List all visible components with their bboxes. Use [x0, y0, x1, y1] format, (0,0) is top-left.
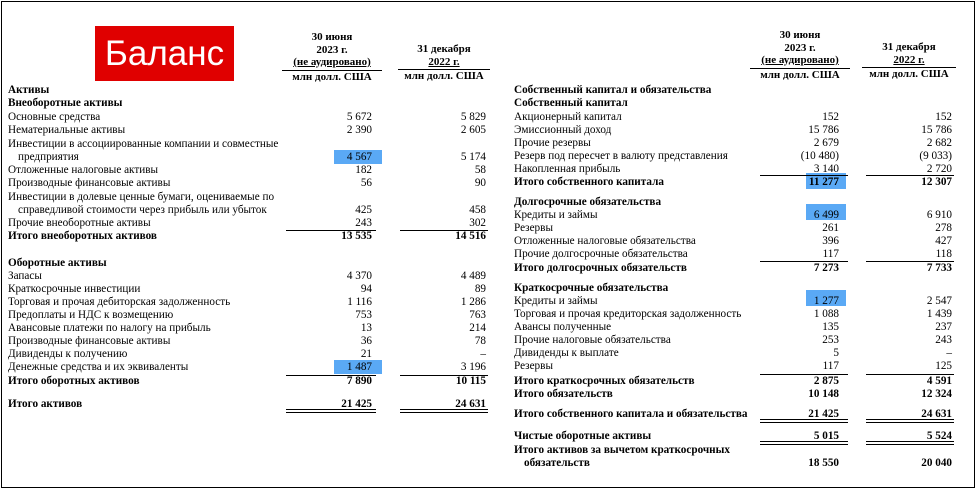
- right-row-value-2022: 125: [935, 360, 952, 372]
- left-row-value-2022: 2 605: [460, 124, 486, 136]
- right-row-label: Накопленная прибыль: [514, 163, 621, 175]
- right-row-value-2022: 6 910: [926, 209, 952, 221]
- right-row: [0, 388, 978, 401]
- left-row-label: Инвестиции в долевые ценные бумаги, оцениваемые по: [8, 191, 275, 203]
- left-row-value-2022: 5 829: [460, 111, 486, 123]
- right-row: [0, 196, 978, 209]
- right-row-label: Отложенные налоговые обязательства: [514, 235, 696, 247]
- right-col1-line3: (не аудировано): [761, 54, 839, 66]
- right-row-label: Собственный капитал и обязательства: [514, 84, 712, 96]
- right-row-label: Резерв под пересчет в валюту представления: [514, 150, 728, 162]
- right-row-value-2023: 15 786: [808, 124, 839, 136]
- right-col2-line1: 31 декабря: [882, 41, 936, 53]
- right-row-value-2023: 2 679: [813, 137, 839, 149]
- right-col1-line1: 30 июня: [779, 29, 821, 41]
- left-row-label: Прочие внеоборотные активы: [8, 217, 151, 229]
- left-row-label: Краткосрочные инвестиции: [8, 283, 141, 295]
- left-row-value-2022: 3 196: [460, 361, 486, 373]
- right-row-label: Кредиты и займы: [514, 209, 598, 221]
- right-row-value-2022: 24 631: [921, 408, 952, 420]
- right-row: [0, 295, 978, 308]
- left-row-value-2022: 89: [474, 283, 486, 295]
- left-row-value-2023: 13: [360, 322, 372, 334]
- left-row-value-2022: 214: [469, 322, 486, 334]
- right-row-value-2023: 396: [822, 235, 839, 247]
- left-row-value-2022: 4 489: [460, 270, 486, 282]
- right-row-value-2022: 4 591: [926, 375, 952, 387]
- right-row-value-2023: 10 148: [808, 388, 839, 400]
- right-row-value-2023: 117: [822, 360, 839, 372]
- left-row-label: справедливой стоимости через прибыль или убыток: [18, 204, 267, 216]
- right-row-value-2023: 5: [833, 347, 839, 359]
- right-row-value-2023: 261: [822, 222, 839, 234]
- left-row-label: Итого оборотных активов: [8, 375, 140, 387]
- left-row-value-2022: –: [480, 348, 486, 360]
- right-row-value-2022: 7 733: [926, 262, 952, 274]
- left-row-value-2022: 458: [469, 204, 486, 216]
- right-col2-line2: 2022 г.: [893, 53, 925, 66]
- right-row-value-2022: 427: [935, 235, 952, 247]
- right-row-label: Авансы полученные: [514, 321, 612, 333]
- left-row-value-2022: 302: [469, 217, 486, 229]
- right-row-value-2022: 15 786: [921, 124, 952, 136]
- right-row-label: Собственный капитал: [514, 97, 628, 109]
- left-row-label: Авансовые платежи по налогу на прибыль: [8, 322, 211, 334]
- right-row-label: Дивиденды к выплате: [514, 347, 619, 359]
- left-col1-header: [282, 31, 382, 83]
- right-row-value-2022: 2 547: [926, 295, 952, 307]
- right-row: [0, 111, 978, 124]
- left-row-value-2023: 753: [355, 309, 372, 321]
- right-row: [0, 444, 978, 457]
- right-row-label: Итого обязательств: [514, 388, 613, 400]
- right-row-label: Итого собственного капитала и обязательства: [514, 408, 748, 420]
- right-row-label: Чистые оборотные активы: [514, 430, 652, 442]
- left-row-label: предприятия: [18, 151, 79, 163]
- left-row-label: Производные финансовые активы: [8, 177, 171, 189]
- right-row: [0, 430, 978, 443]
- right-row: [0, 124, 978, 137]
- right-row-value-2022: 2 682: [926, 137, 952, 149]
- right-row-value-2022: –: [946, 347, 952, 359]
- left-row-value-2023: 21: [360, 348, 372, 360]
- right-row-label: Итого долгосрочных обязательств: [514, 262, 687, 274]
- left-col2-unit: млн долл. США: [398, 69, 490, 83]
- right-row-value-2023: 117: [822, 248, 839, 260]
- left-row-label: Инвестиции в ассоциированные компании и совместные: [8, 138, 279, 150]
- right-row: [0, 308, 978, 321]
- right-row: [0, 176, 978, 189]
- left-row-value-2023: 4 370: [346, 270, 372, 282]
- left-row-value-2022: 78: [474, 335, 486, 347]
- right-row: [0, 408, 978, 421]
- right-row-value-2022: 278: [935, 222, 952, 234]
- left-row-value-2022: 5 174: [460, 151, 486, 163]
- right-col1-unit: млн долл. США: [750, 68, 850, 82]
- left-row-label: Оборотные активы: [8, 257, 107, 269]
- left-row-value-2023: 5 672: [346, 111, 372, 123]
- right-row-label: Итого активов за вычетом краткосрочных: [514, 444, 730, 456]
- right-row-value-2022: 12 307: [921, 176, 952, 188]
- left-row-value-2022: 24 631: [455, 398, 486, 410]
- left-row-label: Активы: [8, 84, 50, 96]
- left-row-value-2023: 21 425: [341, 398, 372, 410]
- left-row-value-2023: 4 567: [346, 151, 372, 163]
- right-row: [0, 137, 978, 150]
- left-col2-line2: 2022 г.: [428, 55, 460, 68]
- right-row-value-2023: 135: [822, 321, 839, 333]
- left-col1-line3: (не аудировано): [293, 56, 371, 68]
- left-row-value-2023: 94: [360, 283, 372, 295]
- left-row-value-2022: 1 286: [460, 296, 486, 308]
- right-row-value-2023: 11 277: [808, 176, 839, 188]
- left-col2-line1: 31 декабря: [417, 43, 471, 55]
- right-row-value-2023: 7 273: [813, 262, 839, 274]
- right-row-label: Кредиты и займы: [514, 295, 598, 307]
- left-row-label: Запасы: [8, 270, 42, 282]
- right-row-label: Прочие налоговые обязательства: [514, 334, 671, 346]
- left-row-value-2022: 10 115: [455, 375, 486, 387]
- right-col1-line2: 2023 г.: [784, 41, 816, 54]
- right-row: [0, 163, 978, 176]
- right-row: [0, 150, 978, 163]
- right-row-value-2022: 118: [935, 248, 952, 260]
- right-row-label: Акционерный капитал: [514, 111, 622, 123]
- right-row-value-2023: 6 499: [813, 209, 839, 221]
- left-row-value-2023: 182: [355, 164, 372, 176]
- right-row: [0, 282, 978, 295]
- right-row: [0, 222, 978, 235]
- right-row-value-2022: 20 040: [921, 457, 952, 469]
- right-row-value-2022: (9 033): [919, 150, 952, 162]
- left-col1-unit: млн долл. США: [282, 70, 382, 84]
- right-col2-header: [862, 41, 956, 81]
- right-row: [0, 457, 978, 470]
- right-row-value-2023: 253: [822, 334, 839, 346]
- right-row: [0, 375, 978, 388]
- left-row-value-2023: 7 890: [346, 375, 372, 387]
- left-row-value-2023: 2 390: [346, 124, 372, 136]
- right-row-label: Итого краткосрочных обязательств: [514, 375, 695, 387]
- right-row: [0, 262, 978, 275]
- right-row-value-2023: 21 425: [808, 408, 839, 420]
- right-row-value-2023: 3 140: [813, 163, 839, 175]
- right-row: [0, 235, 978, 248]
- right-row-value-2022: 2 720: [926, 163, 952, 175]
- left-row-value-2022: 58: [474, 164, 486, 176]
- right-row-value-2022: 152: [935, 111, 952, 123]
- left-row-value-2022: 90: [474, 177, 486, 189]
- right-row-label: Прочие долгосрочные обязательства: [514, 248, 688, 260]
- left-row-value-2023: 1 487: [346, 361, 372, 373]
- left-row-value-2023: 1 116: [347, 296, 372, 308]
- left-row-label: Денежные средства и их эквиваленты: [8, 361, 189, 373]
- right-row-value-2023: 18 550: [808, 457, 839, 469]
- right-row-value-2023: 1 088: [813, 308, 839, 320]
- right-row: [0, 84, 978, 97]
- right-row-label: Резервы: [514, 360, 553, 372]
- right-row-label: обязательств: [524, 457, 590, 469]
- left-row-value-2022: 763: [469, 309, 486, 321]
- left-row-label: Предоплаты и НДС к возмещению: [8, 309, 174, 321]
- right-row-label: Торговая и прочая кредиторская задолженность: [514, 308, 742, 320]
- right-row-value-2022: 5 524: [926, 430, 952, 442]
- right-row-value-2022: 243: [935, 334, 952, 346]
- left-row-label: Производные финансовые активы: [8, 335, 171, 347]
- left-row-label: Основные средства: [8, 111, 101, 123]
- right-row-value-2023: 2 875: [813, 375, 839, 387]
- right-row-value-2022: 1 439: [926, 308, 952, 320]
- title-badge: Баланс: [95, 26, 234, 81]
- left-row-value-2023: 56: [360, 177, 372, 189]
- left-row-value-2023: 13 535: [341, 230, 372, 242]
- right-row-value-2022: 237: [935, 321, 952, 333]
- left-row-label: Внеоборотные активы: [8, 97, 123, 109]
- left-col1-line2: 2023 г.: [316, 43, 348, 56]
- right-row-value-2023: 1 277: [813, 295, 839, 307]
- left-row-value-2023: 425: [355, 204, 372, 216]
- right-row-value-2023: 152: [822, 111, 839, 123]
- right-row: [0, 334, 978, 347]
- left-row-value-2023: 243: [355, 217, 372, 229]
- right-col1-header: [750, 29, 850, 81]
- left-row-value-2022: 14 516: [455, 230, 486, 242]
- right-row-value-2022: 12 324: [921, 388, 952, 400]
- left-col2-header: [398, 43, 490, 83]
- left-row-label: Торговая и прочая дебиторская задолженность: [8, 296, 231, 308]
- right-row: [0, 347, 978, 360]
- right-row: [0, 321, 978, 334]
- left-row-label: Итого активов: [8, 398, 83, 410]
- right-row-label: Долгосрочные обязательства: [514, 196, 662, 208]
- right-row-label: Краткосрочные обязательства: [514, 282, 669, 294]
- right-row-label: Резервы: [514, 222, 553, 234]
- right-row-value-2023: (10 480): [800, 150, 839, 162]
- right-row-value-2023: 5 015: [813, 430, 839, 442]
- left-row-label: Дивиденды к получению: [8, 348, 128, 360]
- right-row-label: Итого собственного капитала: [514, 176, 664, 188]
- right-row-label: Прочие резервы: [514, 137, 591, 149]
- right-row-label: Эмиссионный доход: [514, 124, 612, 136]
- left-row-label: Нематериальные активы: [8, 124, 126, 136]
- left-row-value-2023: 36: [360, 335, 372, 347]
- right-row: [0, 248, 978, 261]
- right-row: [0, 97, 978, 110]
- left-col1-line1: 30 июня: [311, 31, 353, 43]
- right-row: [0, 360, 978, 373]
- left-row-label: Отложенные налоговые активы: [8, 164, 159, 176]
- left-row-label: Итого внеоборотных активов: [8, 230, 157, 242]
- right-col2-unit: млн долл. США: [862, 67, 956, 81]
- right-row: [0, 209, 978, 222]
